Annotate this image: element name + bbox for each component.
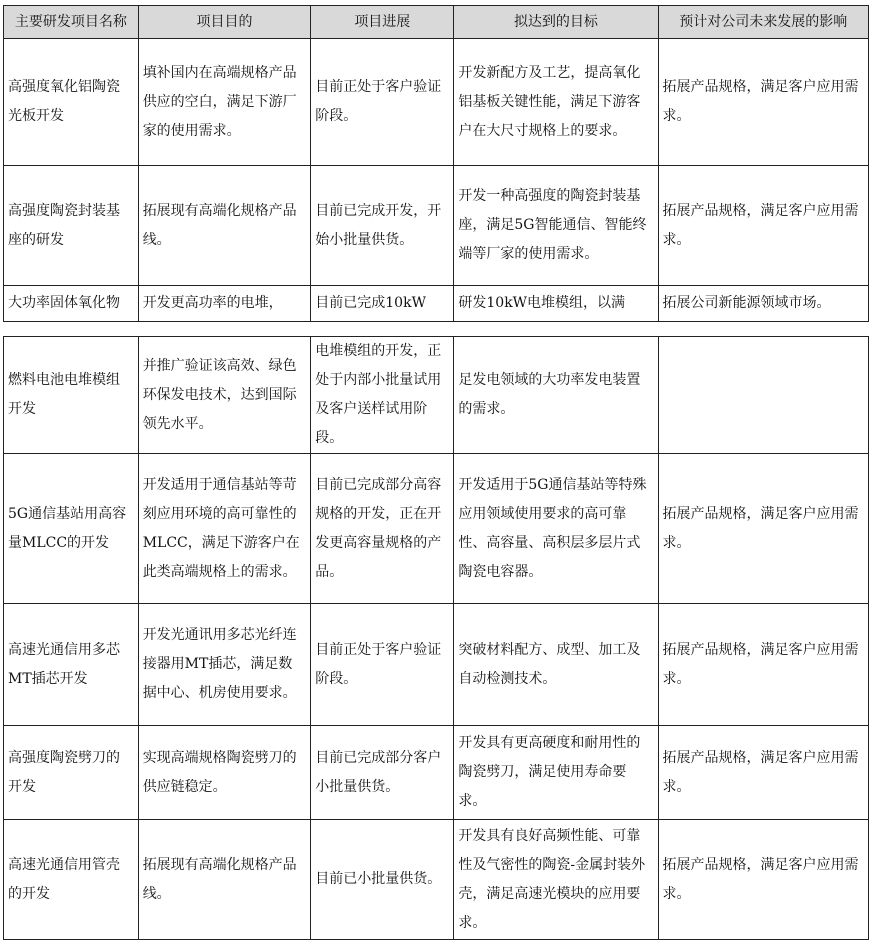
table-row [4, 166, 869, 286]
table-row [4, 604, 869, 726]
header-impact: 预计对公司未来发展的影响 [658, 6, 868, 39]
project-name-cell: 燃料电池电堆模组开发 [4, 337, 139, 454]
table-row [4, 39, 869, 166]
table-row [4, 454, 869, 604]
project-name-cell: 高强度氧化铝陶瓷光板开发 [4, 39, 139, 166]
goal-cell: 突破材料配方、成型、加工及自动检测技术。 [454, 604, 658, 726]
goal-cell: 开发具有更高硬度和耐用性的陶瓷劈刀，满足使用寿命要求。 [454, 726, 658, 820]
impact-cell: 拓展产品规格，满足客户应用需求。 [658, 726, 868, 820]
impact-cell: 拓展产品规格，满足客户应用需求。 [658, 820, 868, 940]
project-name-cell: 高强度陶瓷封装基座的研发 [4, 166, 139, 286]
progress-cell: 目前正处于客户验证阶段。 [311, 39, 454, 166]
project-name-cell: 5G通信基站用高容量MLCC的开发 [4, 454, 139, 604]
purpose-cell: 填补国内在高端规格产品供应的空白，满足下游厂家的使用需求。 [138, 39, 311, 166]
goal-cell: 开发一种高强度的陶瓷封装基座，满足5G智能通信、智能终端等厂家的使用需求。 [454, 166, 658, 286]
header-project-name: 主要研发项目名称 [4, 6, 139, 39]
impact-cell: 拓展产品规格，满足客户应用需求。 [658, 166, 868, 286]
table-header-row [4, 6, 869, 39]
project-name-cell: 大功率固体氧化物 [4, 286, 139, 322]
progress-cell: 目前已完成部分高容规格的开发，正在开发更高容量规格的产品。 [311, 454, 454, 604]
goal-cell: 研发10kW电堆模组，以满 [454, 286, 658, 322]
project-name-cell: 高强度陶瓷劈刀的开发 [4, 726, 139, 820]
goal-cell: 开发具有良好高频性能、可靠性及气密性的陶瓷-金属封装外壳，满足高速光模块的应用要求。 [454, 820, 658, 940]
goal-cell: 足发电领域的大功率发电装置的需求。 [454, 337, 658, 454]
purpose-cell: 开发更高功率的电堆， [138, 286, 311, 322]
table-row [4, 726, 869, 820]
progress-cell: 电堆模组的开发，正处于内部小批量试用及客户送样试用阶段。 [311, 337, 454, 454]
header-progress: 项目进展 [311, 6, 454, 39]
goal-cell: 开发新配方及工艺，提高氧化铝基板关键性能，满足下游客户在大尺寸规格上的要求。 [454, 39, 658, 166]
table-row [4, 820, 869, 940]
purpose-cell: 并推广验证该高效、绿色环保发电技术，达到国际领先水平。 [138, 337, 311, 454]
progress-cell: 目前已完成部分客户小批量供货。 [311, 726, 454, 820]
purpose-cell: 实现高端规格陶瓷劈刀的供应链稳定。 [138, 726, 311, 820]
progress-cell: 目前已小批量供货。 [311, 820, 454, 940]
progress-cell: 目前已完成10kW [311, 286, 454, 322]
purpose-cell: 开发光通讯用多芯光纤连接器用MT插芯，满足数据中心、机房使用要求。 [138, 604, 311, 726]
progress-cell: 目前已完成开发，开始小批量供货。 [311, 166, 454, 286]
impact-cell: 拓展产品规格，满足客户应用需求。 [658, 39, 868, 166]
progress-cell: 目前正处于客户验证阶段。 [311, 604, 454, 726]
project-name-cell: 高速光通信用多芯MT插芯开发 [4, 604, 139, 726]
goal-cell: 开发适用于5G通信基站等特殊应用领域使用要求的高可靠性、高容量、高积层多层片式陶瓷电容器。 [454, 454, 658, 604]
table-row [4, 286, 869, 322]
impact-cell: 拓展公司新能源领域市场。 [658, 286, 868, 322]
project-name-cell: 高速光通信用管壳的开发 [4, 820, 139, 940]
header-purpose: 项目目的 [138, 6, 311, 39]
purpose-cell: 拓展现有高端化规格产品线。 [138, 820, 311, 940]
purpose-cell: 拓展现有高端化规格产品线。 [138, 166, 311, 286]
purpose-cell: 开发适用于通信基站等苛刻应用环境的高可靠性的MLCC，满足下游客户在此类高端规格上的需求。 [138, 454, 311, 604]
impact-cell [658, 337, 868, 454]
impact-cell: 拓展产品规格，满足客户应用需求。 [658, 454, 868, 604]
header-goal: 拟达到的目标 [454, 6, 658, 39]
rd-projects-table-part2 [3, 336, 869, 940]
impact-cell: 拓展产品规格，满足客户应用需求。 [658, 604, 868, 726]
rd-projects-table-part1 [3, 5, 869, 322]
table-row [4, 337, 869, 454]
